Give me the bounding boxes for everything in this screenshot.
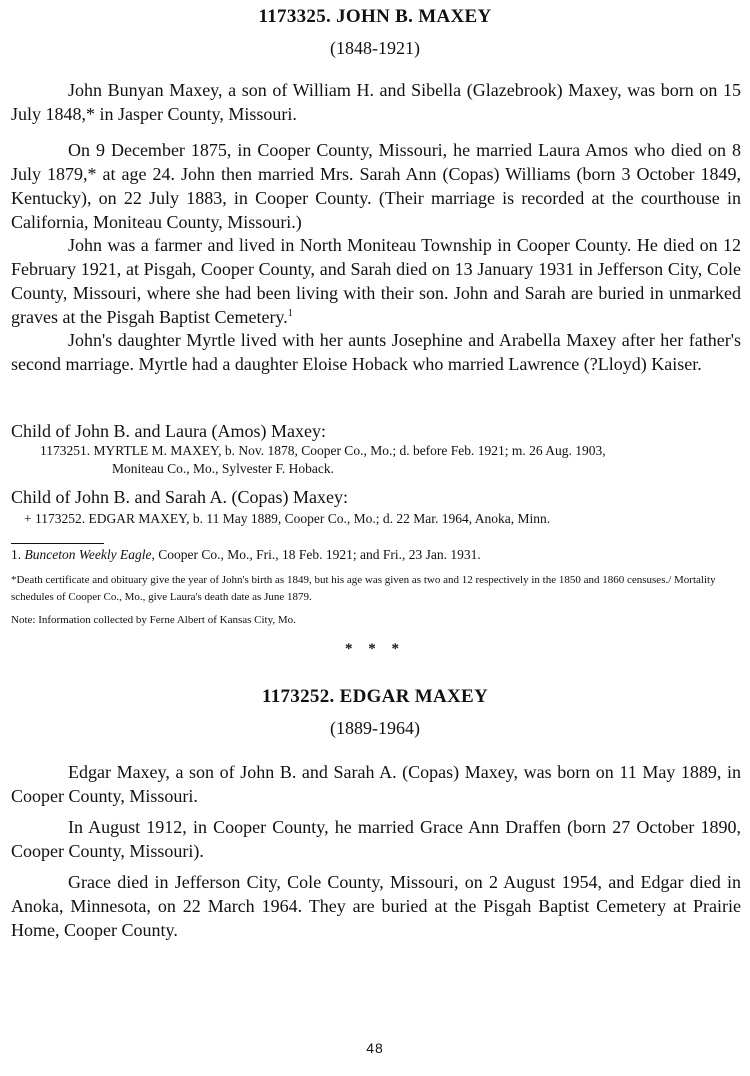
children-heading-laura: Child of John B. and Laura (Amos) Maxey: [11,421,326,441]
paragraph-edgar-birth: Edgar Maxey, a son of John B. and Sarah A. (Copas) Maxey, was born on 11 May 1889, in Cooper County, Missouri. [11,762,741,806]
information-note: Note: Information collected by Ferne Albert of Kansas City, Mo. [11,614,296,626]
footnote-1: 1. Bunceton Weekly Eagle, Cooper Co., Mo., Fri., 18 Feb. 1921; and Fri., 23 Jan. 1931. [11,547,481,562]
footnote-marker: 1 [287,308,293,319]
page-number: 48 [366,1040,384,1056]
child-entry-edgar: + 1173252. EDGAR MAXEY, b. 11 May 1889, Cooper Co., Mo.; d. 22 Mar. 1964, Anoka, Minn. [24,511,551,526]
child-entry-myrtle: 1173251. MYRTLE M. MAXEY, b. Nov. 1878, Cooper Co., Mo.; d. before Feb. 1921; m. 26 Aug. 1903, Moniteau Co., Mo., Sylvester F. Hoback. [40,443,606,476]
paragraph-marriages: On 9 December 1875, in Cooper County, Missouri, he married Laura Amos who died on 8 July 1879,* at age 24. John then married Mrs. Sarah Ann (Copas) Williams (born 3 October 1849, Kentucky), on 22 July 1883, in Cooper County. (Their marriage is recorded at the courthouse in California, Moniteau County, Missouri.) [11,140,741,232]
section-dates-edgar-maxey: (1889-1964) [330,718,420,738]
paragraph-edgar-marriage: In August 1912, in Cooper County, he married Grace Ann Draffen (born 27 October 1890, Cooper County, Missouri). [11,817,741,861]
section-dates-john-maxey: (1848-1921) [330,38,420,58]
paragraph-birth: John Bunyan Maxey, a son of William H. and Sibella (Glazebrook) Maxey, was born on 15 July 1848,* in Jasper County, Missouri. [11,80,741,124]
children-heading-sarah: Child of John B. and Sarah A. (Copas) Maxey: [11,487,348,507]
section-heading-john-maxey: 1173325. JOHN B. MAXEY [258,6,492,27]
death-certificate-note: *Death certificate and obituary give the year of John's birth as 1849, but his age was given as two and 12 respectively in the 1850 and 1860 censuses./ Mortality schedules of Cooper Co., Mo., give Laura's death date as June 1879. [11,574,716,603]
paragraph-edgar-death: Grace died in Jefferson City, Cole County, Missouri, on 2 August 1954, and Edgar died in Anoka, Minnesota, on 22 March 1964. They are buried at the Pisgah Baptist Cemetery at Prairie Home, Cooper County. [11,872,741,940]
footnote-rule [11,543,104,544]
paragraph-death: John was a farmer and lived in North Moniteau Township in Cooper County. He died on 12 February 1921, at Pisgah, Cooper County, and Sarah died on 13 January 1931 in Jefferson City, Cole County, Missouri, where she had been living with their son. John and Sarah are buried in unmarked graves at the Pisgah Baptist Cemetery.$^1$ [11,235,741,327]
section-heading-edgar-maxey: 1173252. EDGAR MAXEY [261,686,489,707]
section-separator: * * * [345,641,405,657]
paragraph-myrtle: John's daughter Myrtle lived with her aunts Josephine and Arabella Maxey after her father's second marriage. Myrtle had a daughter Eloise Hoback who married Lawrence (?Lloyd) Kaiser. [11,330,741,374]
